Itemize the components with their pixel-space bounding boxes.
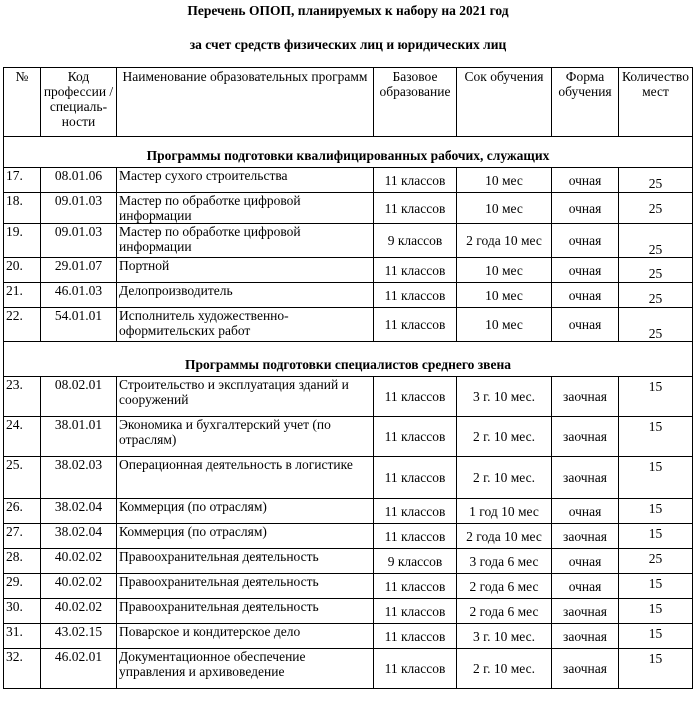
table-row bbox=[4, 549, 693, 574]
row-number: 25. bbox=[4, 457, 41, 499]
row-duration: 1 год 10 мес bbox=[457, 499, 552, 524]
table-row bbox=[4, 624, 693, 649]
row-base-education: 11 классов bbox=[374, 499, 457, 524]
row-base-education: 11 классов bbox=[374, 574, 457, 599]
row-number: 32. bbox=[4, 649, 41, 689]
row-duration: 2 года 10 мес bbox=[457, 224, 552, 258]
row-number: 26. bbox=[4, 499, 41, 524]
row-duration: 2 г. 10 мес. bbox=[457, 457, 552, 499]
row-duration: 10 мес bbox=[457, 308, 552, 342]
row-base-education: 11 классов bbox=[374, 283, 457, 308]
row-study-form: заочная bbox=[552, 624, 619, 649]
row-number: 23. bbox=[4, 377, 41, 417]
row-base-education: 11 классов bbox=[374, 457, 457, 499]
row-program-name: Строительство и эксплуатация зданий и сооружений bbox=[117, 377, 374, 417]
row-program-name: Портной bbox=[117, 258, 374, 283]
row-base-education: 11 классов bbox=[374, 524, 457, 549]
row-seats: 15 bbox=[619, 457, 693, 499]
row-base-education: 11 классов bbox=[374, 624, 457, 649]
row-seats: 15 bbox=[619, 377, 693, 417]
row-base-education: 11 классов bbox=[374, 168, 457, 193]
row-seats: 15 bbox=[619, 574, 693, 599]
row-program-name: Мастер сухого строительства bbox=[117, 168, 374, 193]
row-base-education: 9 классов bbox=[374, 549, 457, 574]
row-seats: 25 bbox=[619, 549, 693, 574]
row-seats: 25 bbox=[619, 283, 693, 308]
row-study-form: очная bbox=[552, 224, 619, 258]
document-title: Перечень ОПОП, планируемых к набору на 2021 год bbox=[187, 3, 509, 18]
row-program-name: Исполнитель художественно-оформительских работ bbox=[117, 308, 374, 342]
table-row bbox=[4, 258, 693, 283]
row-code: 40.02.02 bbox=[41, 549, 117, 574]
row-base-education: 11 классов bbox=[374, 649, 457, 689]
row-base-education: 11 классов bbox=[374, 193, 457, 224]
row-study-form: очная bbox=[552, 283, 619, 308]
row-program-name: Делопроизводитель bbox=[117, 283, 374, 308]
row-study-form: очная bbox=[552, 499, 619, 524]
row-base-education: 9 классов bbox=[374, 224, 457, 258]
row-duration: 3 г. 10 мес. bbox=[457, 377, 552, 417]
header-form: Форма обучения bbox=[552, 68, 619, 137]
row-duration: 3 г. 10 мес. bbox=[457, 624, 552, 649]
row-number: 22. bbox=[4, 308, 41, 342]
row-study-form: очная bbox=[552, 258, 619, 283]
row-code: 46.01.03 bbox=[41, 283, 117, 308]
row-duration: 2 г. 10 мес. bbox=[457, 417, 552, 457]
row-duration: 10 мес bbox=[457, 193, 552, 224]
row-seats: 15 bbox=[619, 599, 693, 624]
row-number: 19. bbox=[4, 224, 41, 258]
row-program-name: Поварское и кондитерское дело bbox=[117, 624, 374, 649]
header-code: Код профессии /специаль-ности bbox=[41, 68, 117, 137]
row-number: 24. bbox=[4, 417, 41, 457]
header-name: Наименование образовательных программ bbox=[117, 68, 374, 137]
row-program-name: Правоохранительная деятельность bbox=[117, 574, 374, 599]
row-seats: 15 bbox=[619, 499, 693, 524]
row-study-form: очная bbox=[552, 308, 619, 342]
row-code: 43.02.15 bbox=[41, 624, 117, 649]
row-seats: 25 bbox=[619, 258, 693, 283]
table-row bbox=[4, 649, 693, 689]
row-study-form: заочная bbox=[552, 649, 619, 689]
row-number: 29. bbox=[4, 574, 41, 599]
row-duration: 10 мес bbox=[457, 168, 552, 193]
programs-table bbox=[3, 67, 693, 689]
row-base-education: 11 классов bbox=[374, 308, 457, 342]
row-number: 28. bbox=[4, 549, 41, 574]
table-row bbox=[4, 377, 693, 417]
header-num: № bbox=[4, 68, 41, 137]
section-header bbox=[4, 342, 693, 377]
header-base: Базовое образование bbox=[374, 68, 457, 137]
section-header bbox=[4, 137, 693, 168]
row-duration: 2 года 6 мес bbox=[457, 599, 552, 624]
row-code: 38.02.04 bbox=[41, 499, 117, 524]
table-row bbox=[4, 168, 693, 193]
row-number: 27. bbox=[4, 524, 41, 549]
row-study-form: заочная bbox=[552, 524, 619, 549]
row-number: 17. bbox=[4, 168, 41, 193]
row-study-form: очная bbox=[552, 549, 619, 574]
row-program-name: Операционная деятельность в логистике bbox=[117, 457, 374, 499]
table-row bbox=[4, 457, 693, 499]
row-code: 40.02.02 bbox=[41, 574, 117, 599]
row-program-name: Экономика и бухгалтерский учет (по отраслям) bbox=[117, 417, 374, 457]
row-seats: 25 bbox=[619, 193, 693, 224]
table-row bbox=[4, 283, 693, 308]
row-program-name: Правоохранительная деятельность bbox=[117, 599, 374, 624]
table-row bbox=[4, 417, 693, 457]
table-row bbox=[4, 574, 693, 599]
row-base-education: 11 классов bbox=[374, 417, 457, 457]
row-program-name: Коммерция (по отраслям) bbox=[117, 524, 374, 549]
row-code: 46.02.01 bbox=[41, 649, 117, 689]
row-study-form: заочная bbox=[552, 599, 619, 624]
table-row bbox=[4, 308, 693, 342]
row-base-education: 11 классов bbox=[374, 377, 457, 417]
row-code: 08.02.01 bbox=[41, 377, 117, 417]
row-duration: 10 мес bbox=[457, 283, 552, 308]
row-study-form: очная bbox=[552, 168, 619, 193]
row-seats: 25 bbox=[619, 224, 693, 258]
row-seats: 25 bbox=[619, 168, 693, 193]
table-row bbox=[4, 499, 693, 524]
row-study-form: заочная bbox=[552, 377, 619, 417]
row-base-education: 11 классов bbox=[374, 599, 457, 624]
row-program-name: Мастер по обработке цифровой информации bbox=[117, 224, 374, 258]
header-qty: Количество мест bbox=[619, 68, 693, 137]
row-number: 31. bbox=[4, 624, 41, 649]
row-number: 20. bbox=[4, 258, 41, 283]
row-code: 09.01.03 bbox=[41, 193, 117, 224]
row-code: 38.01.01 bbox=[41, 417, 117, 457]
row-duration: 10 мес bbox=[457, 258, 552, 283]
table-row bbox=[4, 524, 693, 549]
row-study-form: очная bbox=[552, 574, 619, 599]
row-seats: 15 bbox=[619, 649, 693, 689]
row-code: 40.02.02 bbox=[41, 599, 117, 624]
table-row bbox=[4, 224, 693, 258]
row-program-name: Документационное обеспечение управления и архивоведение bbox=[117, 649, 374, 689]
row-seats: 25 bbox=[619, 308, 693, 342]
row-code: 38.02.04 bbox=[41, 524, 117, 549]
header-duration: Сок обучения bbox=[457, 68, 552, 137]
row-seats: 15 bbox=[619, 624, 693, 649]
row-seats: 15 bbox=[619, 524, 693, 549]
row-code: 08.01.06 bbox=[41, 168, 117, 193]
row-code: 38.02.03 bbox=[41, 457, 117, 499]
section-title: Программы подготовки квалифицированных рабочих, служащих bbox=[4, 137, 693, 168]
row-duration: 2 г. 10 мес. bbox=[457, 649, 552, 689]
row-program-name: Мастер по обработке цифровой информации bbox=[117, 193, 374, 224]
row-code: 54.01.01 bbox=[41, 308, 117, 342]
table-row bbox=[4, 193, 693, 224]
row-number: 18. bbox=[4, 193, 41, 224]
table-header-row bbox=[4, 68, 693, 137]
row-program-name: Правоохранительная деятельность bbox=[117, 549, 374, 574]
section-title: Программы подготовки специалистов среднего звена bbox=[4, 342, 693, 377]
row-study-form: заочная bbox=[552, 417, 619, 457]
row-duration: 2 года 10 мес bbox=[457, 524, 552, 549]
row-number: 21. bbox=[4, 283, 41, 308]
table-row bbox=[4, 599, 693, 624]
row-duration: 3 года 6 мес bbox=[457, 549, 552, 574]
row-code: 29.01.07 bbox=[41, 258, 117, 283]
row-code: 09.01.03 bbox=[41, 224, 117, 258]
row-study-form: очная bbox=[552, 193, 619, 224]
document-subtitle: за счет средств физических лиц и юридических лиц bbox=[189, 37, 507, 52]
row-number: 30. bbox=[4, 599, 41, 624]
row-duration: 2 года 6 мес bbox=[457, 574, 552, 599]
row-study-form: заочная bbox=[552, 457, 619, 499]
row-base-education: 11 классов bbox=[374, 258, 457, 283]
row-seats: 15 bbox=[619, 417, 693, 457]
row-program-name: Коммерция (по отраслям) bbox=[117, 499, 374, 524]
